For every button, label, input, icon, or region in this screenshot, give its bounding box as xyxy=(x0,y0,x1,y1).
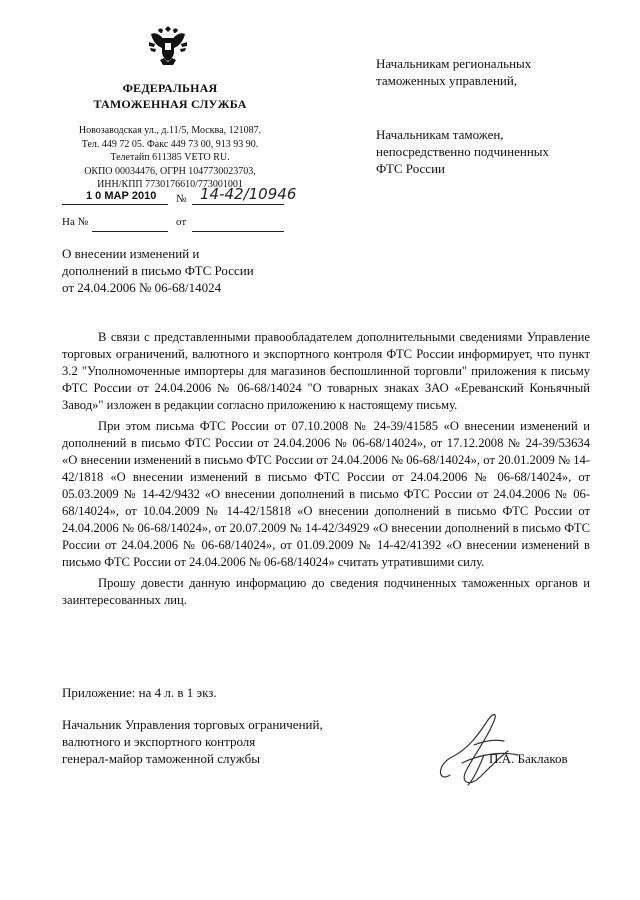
addressee-customs xyxy=(376,126,616,177)
addressee-regional xyxy=(376,55,616,89)
signatory-title xyxy=(62,716,382,767)
okpo-line: ОКПО 00034476, ОГРН 1047730023703, xyxy=(84,165,256,177)
reply-number-underline xyxy=(92,217,168,232)
organization-contacts xyxy=(40,124,300,192)
letter-subject xyxy=(62,245,302,296)
subject-line1: О внесении изменений и xyxy=(62,246,200,261)
number-label: № xyxy=(176,193,187,205)
body-paragraph-1: В связи с представленными правообладателем дополнительными сведениями Управление торговых ограничений, валютного и экспортного контроля ФТС России информирует, что пункт 3.2 "Уполномоченные импортеры для магазинов беспошлинной торговли" приложения к письму ФТС России от 24.04.2006 № 06-68/14024 "О товарных знаках ЗАО «Ереванский Коньячный Завод»" изложен в редакции согласно приложению к настоящему письму. xyxy=(62,330,590,412)
addressee-regional-line1: Начальникам региональных xyxy=(376,56,532,71)
signatory-title-line3: генерал-майор таможенной службы xyxy=(62,751,260,766)
eagle-emblem-icon xyxy=(147,22,189,68)
body-paragraph-2: При этом письма ФТС России от 07.10.2008 № 24-39/41585 «О внесении изменений и дополнений в письмо ФТС России от 24.04.2006 № 06-68/14024», от 17.12.2008 № 24-39/53634 «О внесении изменений в письмо ФТС России от 24.04.2006 № 06-68/14024», от 20.01.2009 № 14-42/1818 «О внесении изменений в письмо ФТС России от 24.04.2006 № 06-68/14024», от 05.03.2009 № 14-42/9432 «О внесении дополнений в письмо ФТС России от 24.04.2006 № 06-68/14024», от 10.04.2009 № 14-42/15818 «О внесении дополнений в письмо ФТС России от 24.04.2006 № 06-68/14024», от 20.07.2009 № 14-42/34929 «О внесении дополнений в письмо ФТС России от 24.04.2006 № 06-68/14024», от 01.09.2009 № 14-42/41392 «О внесении изменений в письмо ФТС России от 24.04.2006 № 06-68/14024» считать утратившими силу. xyxy=(62,419,590,569)
subject-line3: от 24.04.2006 № 06-68/14024 xyxy=(62,280,222,295)
signatory-title-line2: валютного и экспортного контроля xyxy=(62,734,256,749)
body-paragraph-3: Прошу довести данную информацию до сведения подчиненных таможенных органов и заинтересованных лиц. xyxy=(62,576,590,607)
addressee-customs-line2: непосредственно подчиненных xyxy=(376,144,550,159)
signatory-name: П.А. Баклаков xyxy=(489,751,568,766)
subject-line2: дополнений в письмо ФТС России xyxy=(62,263,254,278)
addressee-regional-line2: таможенных управлений, xyxy=(376,73,518,88)
reply-date-underline xyxy=(192,217,284,232)
reply-date-label: от xyxy=(176,216,187,228)
handwritten-number: 14-42/10946 xyxy=(200,185,297,203)
org-name-line1: ФЕДЕРАЛЬНАЯ xyxy=(122,81,218,95)
teletype-line: Телетайп 611385 VETO RU. xyxy=(110,152,230,163)
org-name-line2: ТАМОЖЕННАЯ СЛУЖБА xyxy=(93,97,247,111)
address-line: Новозаводская ул., д.11/5, Москва, 121087. xyxy=(78,125,262,136)
reply-number-label: На № xyxy=(62,216,89,228)
attachment-note: Приложение: на 4 л. в 1 экз. xyxy=(62,685,217,700)
inn-line: ИНН/КПП 7730176610/773001001 xyxy=(97,179,243,190)
addressee-customs-line3: ФТС России xyxy=(376,161,445,176)
signatory-title-line1: Начальник Управления торговых ограничений, xyxy=(62,717,323,732)
organization-name xyxy=(60,80,280,112)
date-stamp: 1 0 МАР 2010 xyxy=(86,190,157,202)
addressee-customs-line1: Начальникам таможен, xyxy=(376,127,504,142)
letter-body xyxy=(62,329,590,613)
phone-line: Тел. 449 72 05. Факс 449 73 00, 913 93 90. xyxy=(81,138,259,150)
